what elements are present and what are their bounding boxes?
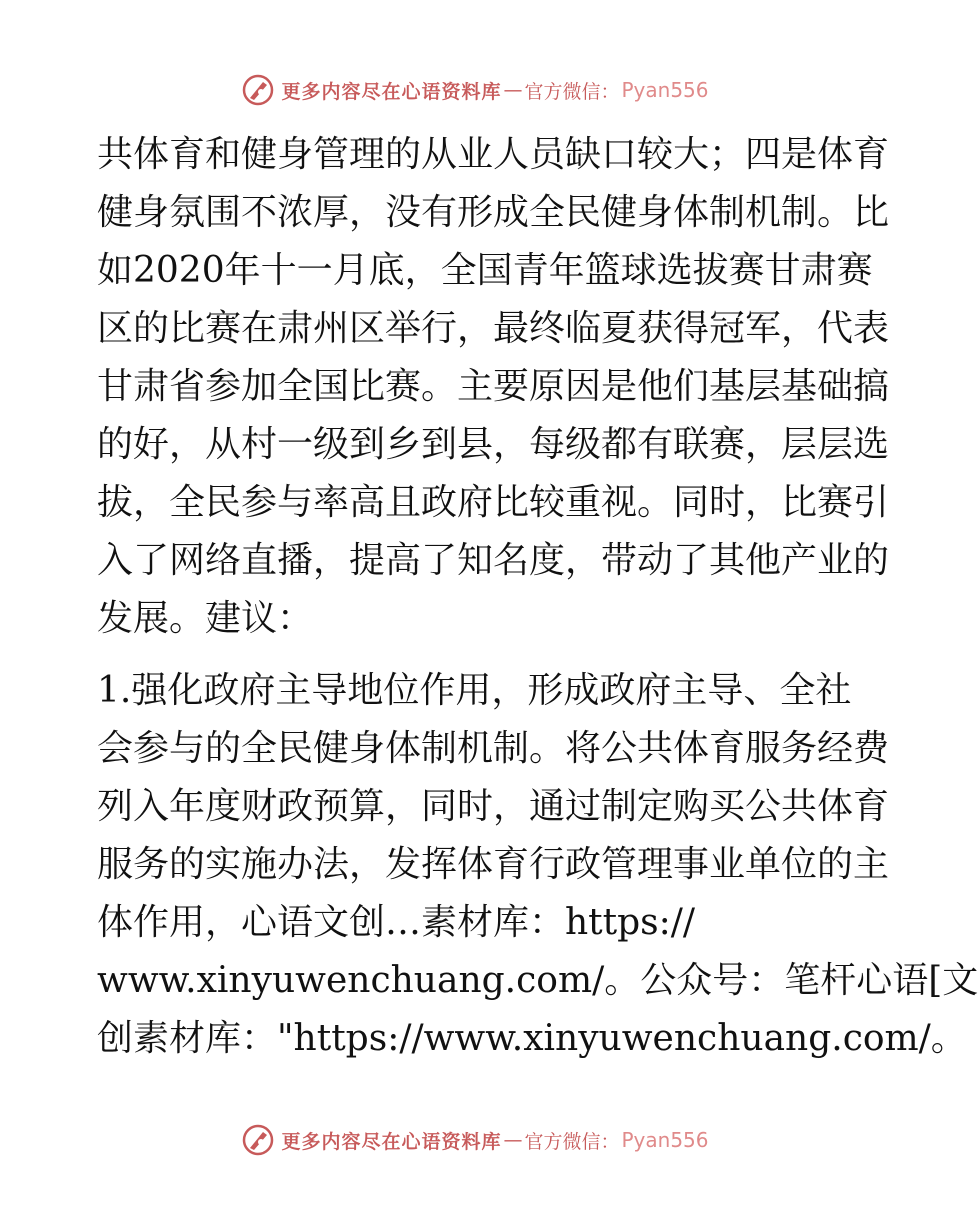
text-line: 的好，从村一级到乡到县，每级都有联赛，层层选 <box>97 424 890 465</box>
quill-logo-icon <box>241 73 275 107</box>
footer-banner-dash: — <box>503 1129 523 1151</box>
text-line: www.xinyuwenchuang.com/。公众号：笔杆心语[文 <box>97 960 978 1001</box>
text-line: 入了网络直播，提高了知名度，带动了其他产业的 <box>97 540 890 581</box>
text-line: 健身氛围不浓厚，没有形成全民健身体制机制。比 <box>97 192 890 233</box>
header-banner-dash: — <box>503 79 523 101</box>
quill-logo-icon <box>241 1123 275 1157</box>
document-body <box>97 126 978 1068</box>
text-line: 如2020年十一月底，全国青年篮球选拔赛甘肃赛 <box>97 250 873 291</box>
footer-banner <box>0 1120 950 1160</box>
footer-wechat-label: 官方微信： <box>524 1130 620 1153</box>
paragraph-gap <box>97 648 857 662</box>
paragraph-2 <box>97 662 978 1068</box>
text-line: 体作用，心语文创…素材库：https:// <box>97 902 696 943</box>
header-banner <box>0 70 950 110</box>
header-banner-text: 更多内容尽在心语资料库 <box>281 80 502 103</box>
header-wechat-id: Pyan556 <box>621 78 709 102</box>
text-line: 拔，全民参与率高且政府比较重视。同时，比赛引 <box>97 482 890 523</box>
text-line: 1.强化政府主导地位作用，形成政府主导、全社 <box>97 670 852 711</box>
header-wechat-label: 官方微信： <box>524 80 620 103</box>
paragraph-1 <box>97 126 890 648</box>
text-line: 区的比赛在肃州区举行，最终临夏获得冠军，代表 <box>97 308 890 349</box>
text-line: 服务的实施办法，发挥体育行政管理事业单位的主 <box>97 844 890 885</box>
footer-wechat-id: Pyan556 <box>621 1128 709 1152</box>
text-line: 甘肃省参加全国比赛。主要原因是他们基层基础搞 <box>97 366 890 407</box>
text-line: 共体育和健身管理的从业人员缺口较大；四是体育 <box>97 134 890 175</box>
text-line: 列入年度财政预算，同时，通过制定购买公共体育 <box>97 786 890 827</box>
footer-banner-text: 更多内容尽在心语资料库 <box>281 1130 502 1153</box>
text-line: 发展。建议： <box>97 598 314 639</box>
text-line: 创素材库："https://www.xinyuwenchuang.com/。 <box>97 1018 967 1059</box>
text-line: 会参与的全民健身体制机制。将公共体育服务经费 <box>97 728 890 769</box>
